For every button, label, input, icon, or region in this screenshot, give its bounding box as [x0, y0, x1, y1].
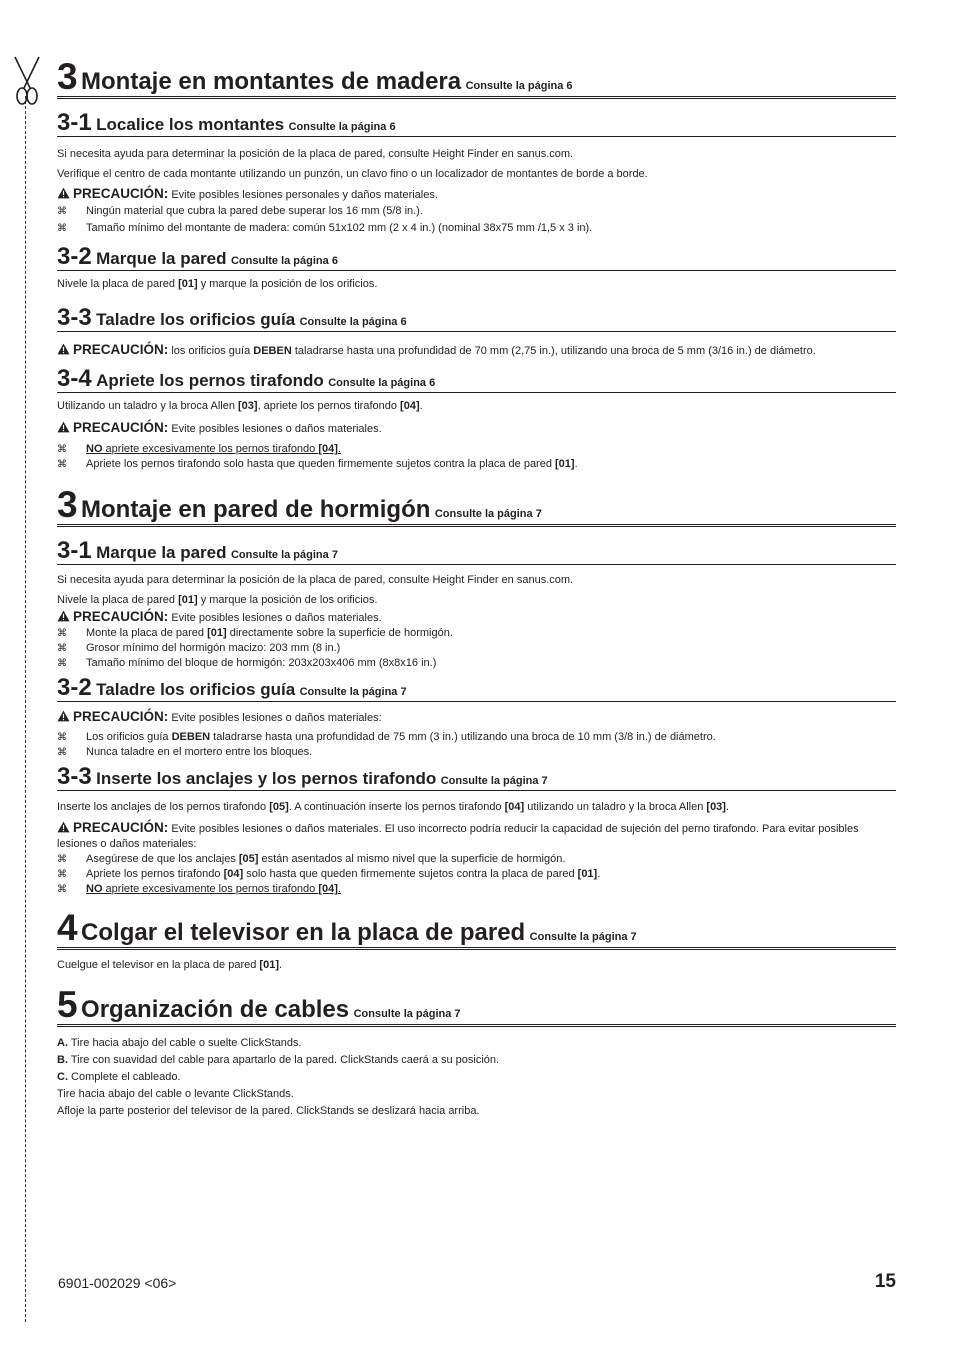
step-heading-3-3: 3-3 Taladre los orificios guía Consulte la página 6 — [57, 306, 896, 332]
warning-icon — [57, 610, 70, 622]
step-heading-3-1: 3-1 Localice los montantes Consulte la página 6 — [57, 111, 896, 137]
list-item: ⌘ Grosor mínimo del hormigón macizo: 203 mm (8 in.) — [57, 642, 341, 654]
paragraph: Nivele la placa de pared [01] y marque la posición de los orificios. — [57, 278, 378, 290]
warning-icon — [57, 421, 70, 433]
bullet-list — [57, 442, 896, 472]
caution-line: PRECAUCIÓN: Evite posibles lesiones personales y daños materiales. — [57, 186, 896, 203]
step-b: B. Tire con suavidad del cable para apartarlo de la pared. ClickStands caerá a su posición. — [57, 1054, 500, 1066]
list-item: ⌘ Tamaño mínimo del montante de madera: común 51x102 mm (2 x 4 in.) (nominal 38x75 mm /1,5 x 3 in). — [57, 222, 593, 234]
page-number: 15 — [874, 1271, 896, 1292]
bullet-list — [57, 852, 896, 897]
warning-icon — [57, 821, 70, 833]
step-heading-3-1-concrete: 3-1 Marque la pared Consulte la página 7 — [57, 539, 896, 565]
step-heading-3-4: 3-4 Apriete los pernos tirafondo Consulte la página 6 — [57, 367, 896, 393]
bullet-list — [57, 626, 896, 671]
bullet-list — [57, 204, 896, 236]
list-item: ⌘ Asegúrese de que los anclajes [05] están asentados al mismo nivel que la superficie de hormigón. — [57, 853, 566, 865]
paragraph: Tire hacia abajo del cable o levante ClickStands. — [57, 1088, 294, 1100]
instructions-content — [57, 58, 896, 1119]
list-item: ⌘ Apriete los pernos tirafondo [04] solo hasta que queden firmemente sujetos contra la placa de pared [01]. — [57, 868, 601, 880]
paragraph: Cuelgue el televisor en la placa de pared [01]. — [57, 959, 283, 971]
paragraph: Inserte los anclajes de los pernos tirafondo [05]. A continuación inserte los pernos tirafondo [04] utilizando un taladro y la broca Allen [03]. — [57, 801, 730, 813]
scissors-icon — [10, 55, 44, 107]
list-item: ⌘ NO apriete excesivamente los pernos tirafondo [04]. — [57, 443, 341, 455]
list-item: ⌘ Ningún material que cubra la pared debe superar los 16 mm (5/8 in.). — [57, 205, 423, 217]
list-item: ⌘ Nunca taladre en el mortero entre los bloques. — [57, 746, 313, 758]
paragraph: Si necesita ayuda para determinar la posición de la placa de pared, consulte Height Finder en sanus.com. — [57, 574, 574, 586]
paragraph: Nivele la placa de pared [01] y marque la posición de los orificios. — [57, 594, 378, 606]
step-a: A. Tire hacia abajo del cable o suelte ClickStands. — [57, 1037, 302, 1049]
list-item: ⌘ Tamaño mínimo del bloque de hormigón: 203x203x406 mm (8x8x16 in.) — [57, 657, 437, 669]
step-heading-3-2: 3-2 Marque la pared Consulte la página 6 — [57, 245, 896, 271]
warning-icon — [57, 343, 70, 355]
paragraph: Afloje la parte posterior del televisor de la pared. ClickStands se deslizará hacia arriba. — [57, 1105, 480, 1117]
section-heading-hang-tv: 4 Colgar el televisor en la placa de pared Consulte la página 7 — [57, 909, 896, 950]
caution-line: PRECAUCIÓN: Evite posibles lesiones o daños materiales. — [57, 420, 896, 437]
warning-icon — [57, 187, 70, 199]
paragraph: Si necesita ayuda para determinar la posición de la placa de pared, consulte Height Finder en sanus.com. — [57, 148, 574, 160]
list-item: ⌘ Apriete los pernos tirafondo solo hasta que queden firmemente sujetos contra la placa de pared [01]. — [57, 458, 578, 470]
list-item: ⌘ NO apriete excesivamente los pernos tirafondo [04]. — [57, 883, 341, 895]
caution-line: PRECAUCIÓN: Evite posibles lesiones o daños materiales. El uso incorrecto podría reducir la capacidad de sujeción del perno tirafondo. Para evitar posibles lesiones o daños materiales: — [57, 820, 859, 850]
caution-line: PRECAUCIÓN: Evite posibles lesiones o daños materiales. — [57, 609, 896, 626]
list-item: ⌘ Monte la placa de pared [01] directamente sobre la superficie de hormigón. — [57, 627, 453, 639]
paragraph: Verifique el centro de cada montante utilizando un punzón, un clavo fino o un localizador de montantes de borde a borde. — [57, 168, 648, 180]
step-heading-3-2-concrete: 3-2 Taladre los orificios guía Consulte la página 7 — [57, 676, 896, 702]
section-heading-wood-stud: 3 Montaje en montantes de madera Consulte la página 6 — [57, 58, 896, 99]
section-heading-concrete: 3 Montaje en pared de hormigón Consulte la página 7 — [57, 486, 896, 527]
caution-line: PRECAUCIÓN: Evite posibles lesiones o daños materiales: — [57, 709, 896, 726]
step-c: C. Complete el cableado. — [57, 1071, 181, 1083]
step-heading-3-3-concrete: 3-3 Inserte los anclajes y los pernos tirafondo Consulte la página 7 — [57, 765, 896, 791]
list-item: ⌘ Los orificios guía DEBEN taladrarse hasta una profundidad de 75 mm (3 in.) utilizando una broca de 10 mm (3/8 in.) de diámetro. — [57, 731, 716, 743]
paragraph: Utilizando un taladro y la broca Allen [03], apriete los pernos tirafondo [04]. — [57, 400, 423, 412]
warning-icon — [57, 710, 70, 722]
cut-line — [25, 96, 26, 1322]
bullet-list — [57, 730, 896, 760]
section-heading-cable-management: 5 Organización de cables Consulte la página 7 — [57, 986, 896, 1027]
document-code: 6901-002029 <06> — [58, 1275, 177, 1291]
caution-line: PRECAUCIÓN: los orificios guía DEBEN taladrarse hasta una profundidad de 70 mm (2,75 in.), utilizando una broca de 5 mm (3/16 in.) de diámetro. — [57, 342, 896, 359]
